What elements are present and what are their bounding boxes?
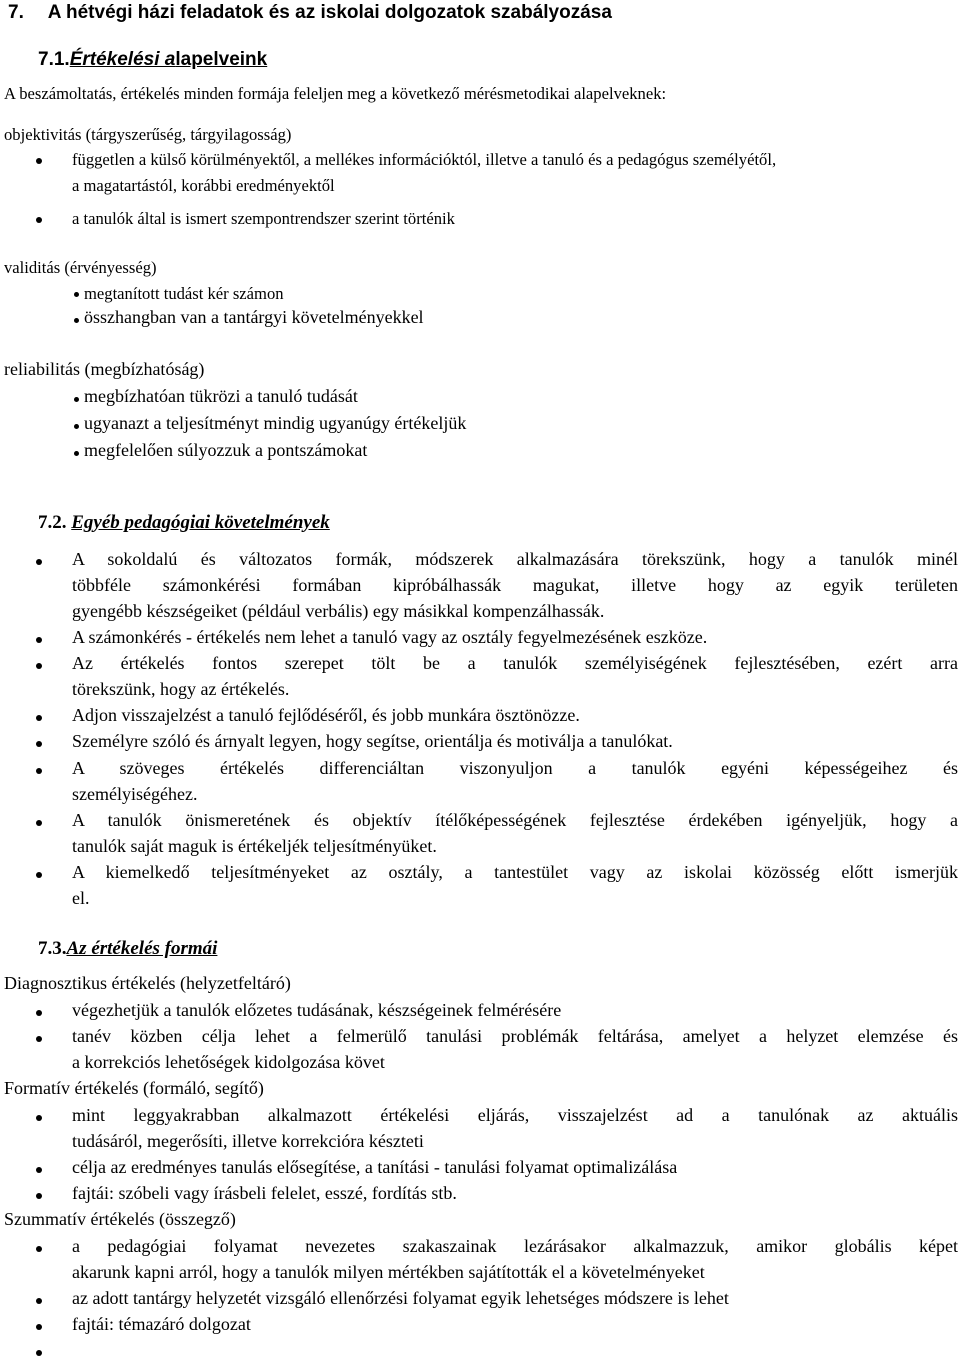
section-number: 7.1. <box>38 49 70 70</box>
list-item-line: A tanulók önismeretének és objektív ítélőképességének fejlesztése érdekében igényeljük, hogy a <box>72 810 958 830</box>
bullet-icon <box>74 292 79 297</box>
list-item-line: célja az eredményes tanulás elősegítése, a tanítási - tanulási folyamat optimalizálása <box>72 1157 678 1177</box>
list-item-line: személyiségéhez. <box>72 784 198 804</box>
list-item: független a külső körülményektől, a mellékes információktól, illetve a tanuló és a pedagógus személyétől, <box>72 150 777 169</box>
bullet-icon <box>36 1010 42 1016</box>
list-item-line: A sokoldalú és változatos formák, módszerek alkalmazására törekszünk, hogy a tanulók minél <box>72 549 958 569</box>
szummativ-label: Szummatív értékelés (összegző) <box>4 1209 236 1229</box>
list-item-line: fajtái: témazáró dolgozat <box>72 1314 251 1334</box>
section-number: 7.3. <box>38 938 67 959</box>
list-item-line: többféle számonkérési formában kipróbálhassák magukat, illetve hogy az egyik területen <box>72 575 958 595</box>
list-item: a tanulók által is ismert szempontrendszer szerint történik <box>72 209 455 228</box>
list-item-line: Személyre szóló és árnyalt legyen, hogy segítse, orientálja és motiválja a tanulókat. <box>72 731 673 751</box>
list-item-line: A szöveges értékelés differenciáltan viszonyuljon a tanulók egyéni képességeihez és <box>72 758 958 778</box>
list-item-line: tanulók saját maguk is értékeljék teljesítményüket. <box>72 836 437 856</box>
bullet-icon <box>36 872 42 878</box>
list-item-line: fajtái: szóbeli vagy írásbeli felelet, esszé, fordítás stb. <box>72 1183 457 1203</box>
section-heading-7-1 <box>38 49 267 71</box>
section-heading-7-2 <box>38 512 330 534</box>
list-item-line: a korrekciós lehetőségek kidolgozása követ <box>72 1052 385 1072</box>
section-heading-7-3 <box>38 938 217 960</box>
list-item-line: mint leggyakrabban alkalmazott értékelési eljárás, visszajelzést ad a tanulónak az aktuális <box>72 1105 958 1125</box>
bullet-icon <box>36 1167 42 1173</box>
section-title-part-1: Értékelési a <box>69 49 176 70</box>
section-title-part-2: lapelveink <box>175 49 268 70</box>
formativ-label: Formatív értékelés (formáló, segítő) <box>4 1078 264 1098</box>
bullet-icon <box>74 424 79 429</box>
bullet-icon <box>36 663 42 669</box>
list-item: megtanított tudást kér számon <box>84 284 284 303</box>
list-item-line: a pedagógiai folyamat nevezetes szakaszainak lezárásakor alkalmazzuk, amikor globális képet <box>72 1236 958 1256</box>
bullet-icon <box>36 1298 42 1304</box>
list-item: összhangban van a tantárgyi követelményekkel <box>84 307 424 327</box>
bullet-icon <box>36 637 42 643</box>
list-item: megfelelően súlyozzuk a pontszámokat <box>84 440 368 460</box>
validitas-label: validitás (érvényesség) <box>4 258 157 277</box>
bullet-icon <box>36 768 42 774</box>
bullet-icon <box>36 559 42 565</box>
bullet-icon <box>74 451 79 456</box>
list-item-continuation: a magatartástól, korábbi eredményektől <box>72 176 335 195</box>
bullet-icon <box>36 741 42 747</box>
list-item-line: törekszünk, hogy az értékelés. <box>72 679 290 699</box>
section-number: 7.2. <box>38 512 67 533</box>
list-item-line: Adjon visszajelzést a tanuló fejlődéséről, és jobb munkára ösztönözze. <box>72 705 580 725</box>
list-item-line: végezhetjük a tanulók előzetes tudásának, készségeinek felmérésére <box>72 1000 562 1020</box>
list-item-line: tanév közben célja lehet a felmerülő tanulási problémák feltárása, amelyet a helyzet elemzése és <box>72 1026 958 1046</box>
list-item-line: el. <box>72 888 90 908</box>
list-item-line: A kiemelkedő teljesítményeket az osztály, a tantestület vagy az iskolai közösség előtt ismerjük <box>72 862 958 882</box>
section-title: Egyéb pedagógiai követelmények <box>71 512 330 533</box>
list-item-line: Az értékelés fontos szerepet tölt be a tanulók személyiségének fejlesztésében, ezért arra <box>72 653 958 673</box>
section-title: Az értékelés formái <box>66 938 218 959</box>
list-item-line: A számonkérés - értékelés nem lehet a tanuló vagy az osztály fegyelmezésének eszköze. <box>72 627 708 647</box>
diagnosztikus-label: Diagnosztikus értékelés (helyzetfeltáró) <box>4 973 291 993</box>
bullet-icon <box>36 1246 42 1252</box>
bullet-icon <box>74 397 79 402</box>
list-item: ugyanazt a teljesítményt mindig ugyanúgy értékeljük <box>84 413 467 433</box>
section-number: 7. <box>8 2 24 23</box>
bullet-icon <box>36 217 42 223</box>
list-item-line: tudásáról, megerősíti, illetve korrekcióra készteti <box>72 1131 424 1151</box>
bullet-icon <box>36 1115 42 1121</box>
list-item-line: akarunk kapni arról, hogy a tanulók milyen mértékben sajátították el a követelményeket <box>72 1262 705 1282</box>
bullet-icon <box>36 1036 42 1042</box>
list-item-line: az adott tantárgy helyzetét vizsgáló ellenőrzési folyamat egyik lehetséges módszere is lehet <box>72 1288 729 1308</box>
bullet-icon <box>36 158 42 164</box>
intro-text: A beszámoltatás, értékelés minden formája feleljen meg a következő mérésmetodikai alapelveknek: <box>4 84 667 103</box>
list-item: megbízhatóan tükrözi a tanuló tudását <box>84 386 358 406</box>
objektivitas-label: objektivitás (tárgyszerűség, tárgyilagosság) <box>4 125 292 144</box>
section-title: A hétvégi házi feladatok és az iskolai dolgozatok szabályozása <box>47 2 612 23</box>
bullet-icon <box>36 715 42 721</box>
section-heading-7 <box>8 2 612 24</box>
reliabilitas-label: reliabilitás (megbízhatóság) <box>4 359 205 379</box>
bullet-icon <box>36 1324 42 1330</box>
list-item-line: gyengébb készségeiket (például verbális) egy másikkal kompenzálhassák. <box>72 601 605 621</box>
bullet-icon <box>36 1193 42 1199</box>
bullet-icon <box>36 1350 42 1356</box>
bullet-icon <box>74 318 79 323</box>
bullet-icon <box>36 820 42 826</box>
